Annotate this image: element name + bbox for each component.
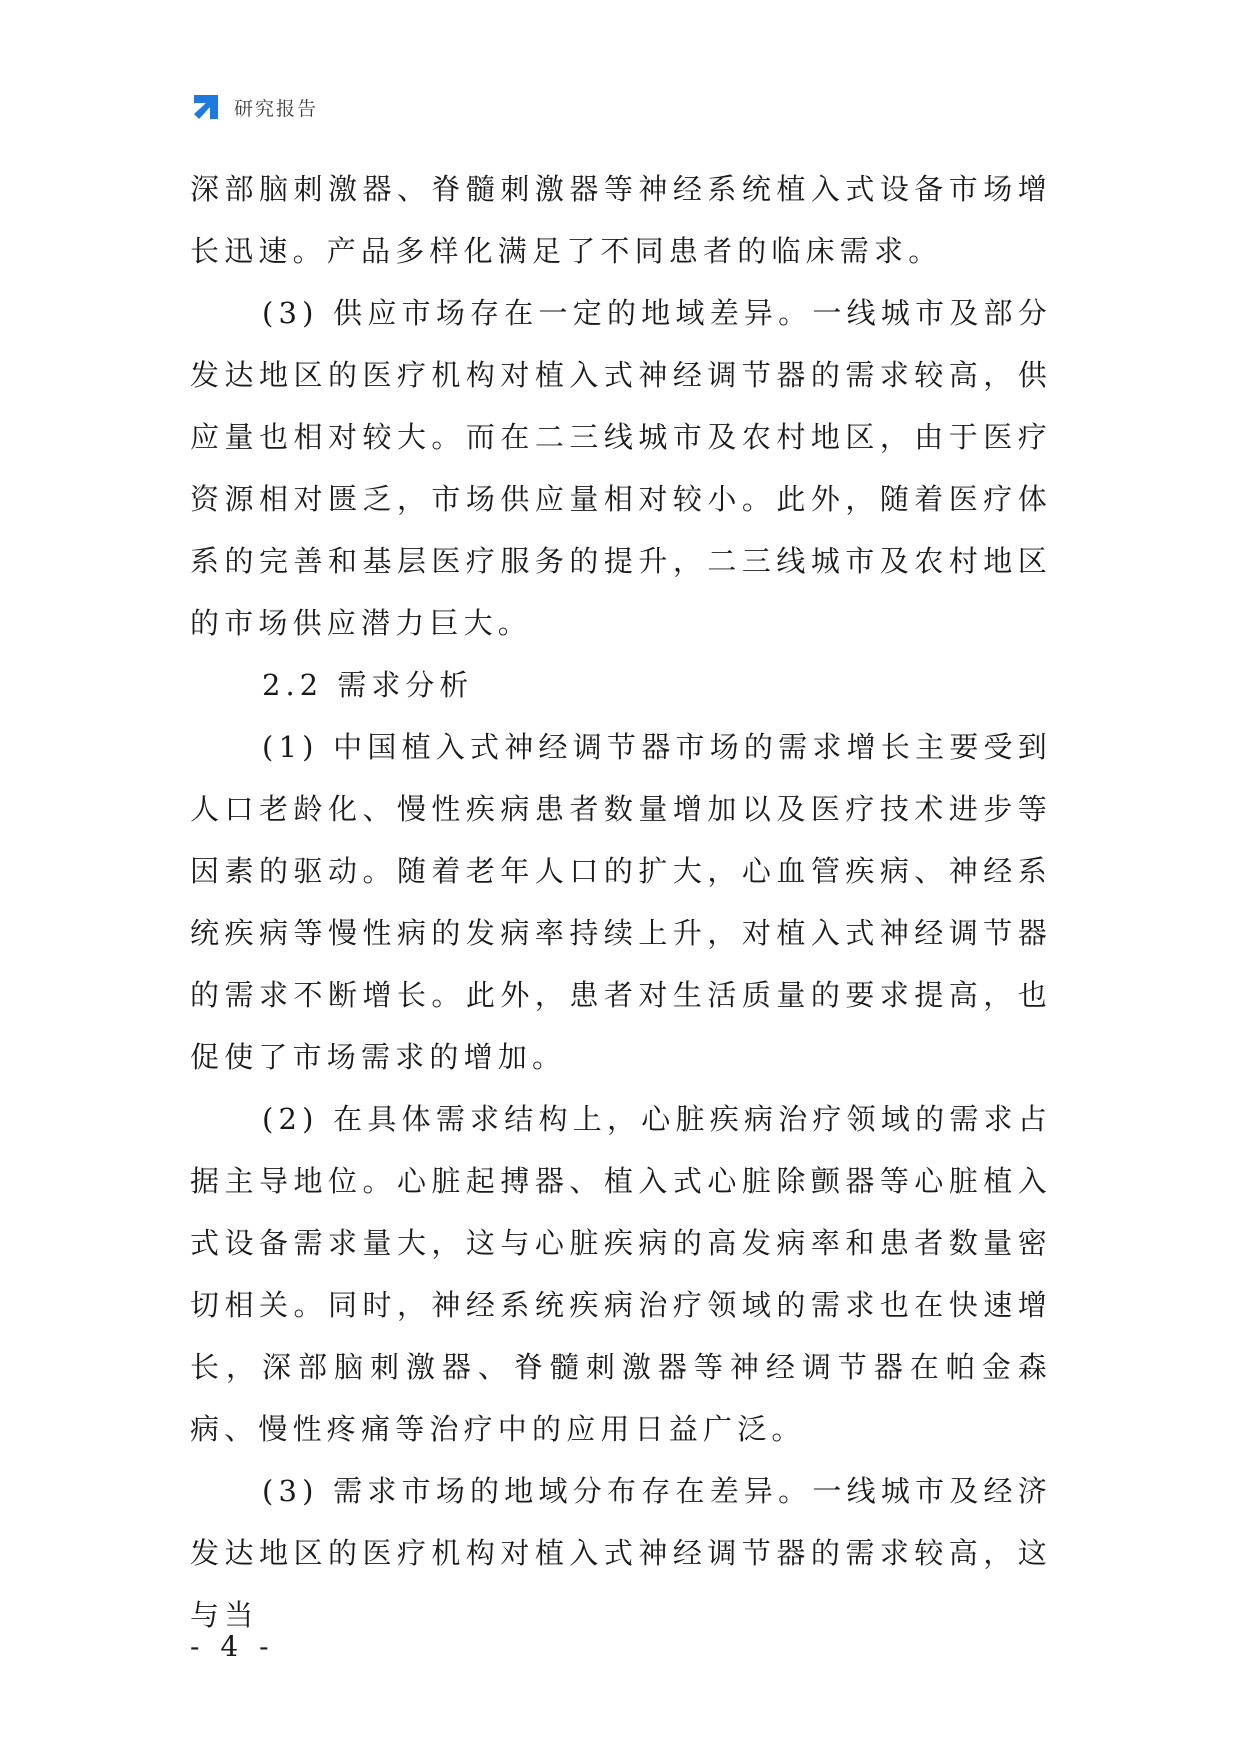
paragraph-demand-structure: (2) 在具体需求结构上，心脏疾病治疗领域的需求占据主导地位。心脏起搏器、植入式心脏除颤器等心脏植入式设备需求量大，这与心脏疾病的高发病率和患者数量密切相关。同时，神经系统疾病治疗领域的需求也在快速增长，深部脑刺激器、脊髓刺激器等神经调节器在帕金森病、慢性疼痛等治疗中的应用日益广泛。: [190, 1102, 1052, 1446]
paragraph-demand-regional: (3) 需求市场的地域分布存在差异。一线城市及经济发达地区的医疗机构对植入式神经调节器的需求较高，这与当: [190, 1474, 1052, 1632]
page-number: - 4 -: [190, 1630, 275, 1663]
paragraph-demand-drivers: (1) 中国植入式神经调节器市场的需求增长主要受到人口老龄化、慢性疾病患者数量增加以及医疗技术进步等因素的驱动。随着老年人口的扩大，心血管疾病、神经系统疾病等慢性病的发病率持续上升，对植入式神经调节器的需求不断增长。此外，患者对生活质量的要求提高，也促使了市场需求的增加。: [190, 730, 1052, 1074]
header-title: 研究报告: [234, 97, 319, 120]
page-header: [190, 90, 318, 124]
section-heading: 2.2 需求分析: [262, 668, 474, 702]
paragraph-supply-regional: (3) 供应市场存在一定的地域差异。一线城市及部分发达地区的医疗机构对植入式神经调节器的需求较高，供应量也相对较大。而在二三线城市及农村地区，由于医疗资源相对匮乏，市场供应量相对较小。此外，随着医疗体系的完善和基层医疗服务的提升，二三线城市及农村地区的市场供应潜力巨大。: [190, 296, 1052, 640]
paragraph-continued: 深部脑刺激器、脊髓刺激器等神经系统植入式设备市场增长迅速。产品多样化满足了不同患者的临床需求。: [190, 172, 1052, 268]
document-body: [190, 158, 1052, 1646]
arrow-up-right-icon: [190, 91, 222, 123]
